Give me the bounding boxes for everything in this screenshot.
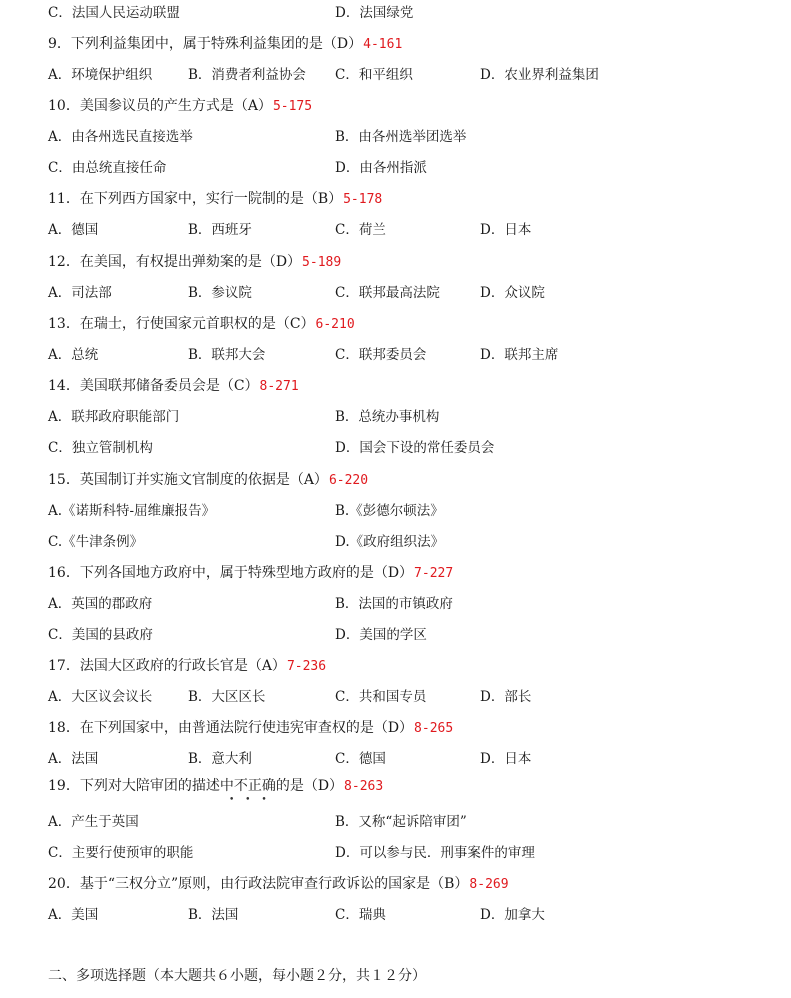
option-c: C．法国人民运动联盟 (48, 5, 180, 21)
question-9 (48, 35, 402, 54)
question-text: 10．美国参议员的产生方式是（A） (48, 98, 272, 114)
answer-reference: 5-178 (343, 192, 383, 207)
option-c: C．由总统直接任命 (48, 160, 167, 176)
answer-reference: 6-220 (328, 473, 369, 488)
question-text: 17．法国大区政府的行政长官是（A） (48, 658, 286, 674)
question-text: 19．下列对大陪审团的描述中不正确的是（D） (48, 778, 344, 794)
question-text: 18．在下列国家中，由普通法院行使违宪审查权的是（D） (48, 720, 414, 736)
question-14 (48, 377, 299, 396)
option-d: D．部长 (480, 689, 532, 705)
option-a: A．美国 (48, 907, 99, 923)
question-text: 11．在下列西方国家中，实行一院制的是（B） (48, 191, 343, 207)
option-a: A．总统 (48, 347, 99, 363)
option-c: C．独立管制机构 (48, 440, 153, 456)
question-text: 12．在美国，有权提出弹劾案的是（D） (48, 254, 302, 270)
option-b: B．联邦大会 (188, 347, 266, 363)
option-d: D．联邦主席 (480, 347, 559, 363)
option-d: D．日本 (480, 222, 532, 238)
option-a: A.《诺斯科特-屈维廉报告》 (48, 503, 216, 519)
option-c: C．美国的县政府 (48, 627, 153, 643)
question-18 (48, 719, 453, 738)
option-a: A．德国 (48, 222, 99, 238)
question-16 (48, 564, 453, 583)
emphasis-dots: • • • (229, 795, 271, 805)
question-text: 9．下列利益集团中，属于特殊利益集团的是（D） (48, 36, 363, 52)
option-a: A．环境保护组织 (48, 67, 153, 83)
option-d: D．国会下设的常任委员会 (335, 440, 495, 456)
answer-reference: 7-236 (286, 659, 327, 674)
question-13 (48, 315, 355, 334)
option-c: C．瑞典 (335, 907, 386, 923)
option-b: B．西班牙 (188, 222, 252, 238)
question-text: 15．英国制订并实施文官制度的依据是（A） (48, 472, 328, 488)
question-17 (48, 657, 326, 676)
option-b: B．法国 (188, 907, 239, 923)
option-d: D．法国绿党 (335, 5, 414, 21)
option-d: D．由各州指派 (335, 160, 427, 176)
option-c: C．共和国专员 (335, 689, 427, 705)
option-b: B．参议院 (188, 285, 252, 301)
question-text: 13．在瑞士，行使国家元首职权的是（C） (48, 316, 315, 332)
answer-reference: 8-265 (414, 721, 454, 736)
answer-reference: 7-227 (414, 566, 454, 581)
answer-reference: 8-263 (344, 779, 384, 794)
option-b: B．大区区长 (188, 689, 266, 705)
question-text: 20．基于“三权分立”原则，由行政法院审查行政诉讼的国家是（B） (48, 876, 469, 892)
option-b: B．消费者利益协会 (188, 67, 306, 83)
question-12 (48, 253, 341, 272)
answer-reference: 4-161 (363, 37, 403, 52)
option-a: A．大区议会议长 (48, 689, 153, 705)
option-c: C．荷兰 (335, 222, 386, 238)
option-d: D．日本 (480, 751, 532, 767)
question-11 (48, 190, 382, 209)
option-b: B．总统办事机构 (335, 409, 440, 425)
option-a: A．司法部 (48, 285, 112, 301)
answer-reference: 8-269 (469, 877, 509, 892)
option-a: A．联邦政府职能部门 (48, 409, 180, 425)
option-d: D．可以参与民．刑事案件的审理 (335, 845, 535, 861)
option-c: C．和平组织 (335, 67, 413, 83)
option-a: A．由各州选民直接选举 (48, 129, 193, 145)
section-heading: 二、多项选择题（本大题共６小题，每小题２分，共１２分） (48, 968, 426, 984)
option-c: C.《牛津条例》 (48, 534, 144, 550)
option-d: D．众议院 (480, 285, 545, 301)
option-c: C．主要行使预审的职能 (48, 845, 194, 861)
option-c: C．联邦委员会 (335, 347, 427, 363)
question-10 (48, 97, 312, 116)
option-c: C．联邦最高法院 (335, 285, 440, 301)
answer-reference: 5-189 (302, 255, 342, 270)
question-19 (48, 777, 383, 796)
option-a: A．英国的郡政府 (48, 596, 153, 612)
option-c: C．德国 (335, 751, 386, 767)
option-a: A．产生于英国 (48, 814, 139, 830)
answer-reference: 8-271 (259, 379, 299, 394)
option-d: D．加拿大 (480, 907, 545, 923)
option-d: D．美国的学区 (335, 627, 427, 643)
answer-reference: 6-210 (315, 317, 355, 332)
option-b: B.《彭德尔顿法》 (335, 503, 444, 519)
option-d: D.《政府组织法》 (335, 534, 445, 550)
question-text: 16．下列各国地方政府中，属于特殊型地方政府的是（D） (48, 565, 414, 581)
question-20 (48, 875, 509, 894)
question-15 (48, 471, 368, 490)
option-b: B．又称“起诉陪审团” (335, 814, 467, 830)
option-d: D．农业界利益集团 (480, 67, 599, 83)
option-b: B．意大利 (188, 751, 252, 767)
answer-reference: 5-175 (272, 99, 313, 114)
option-b: B．由各州选举团选举 (335, 129, 467, 145)
question-text: 14．美国联邦储备委员会是（C） (48, 378, 259, 394)
option-b: B．法国的市镇政府 (335, 596, 453, 612)
option-a: A．法国 (48, 751, 99, 767)
